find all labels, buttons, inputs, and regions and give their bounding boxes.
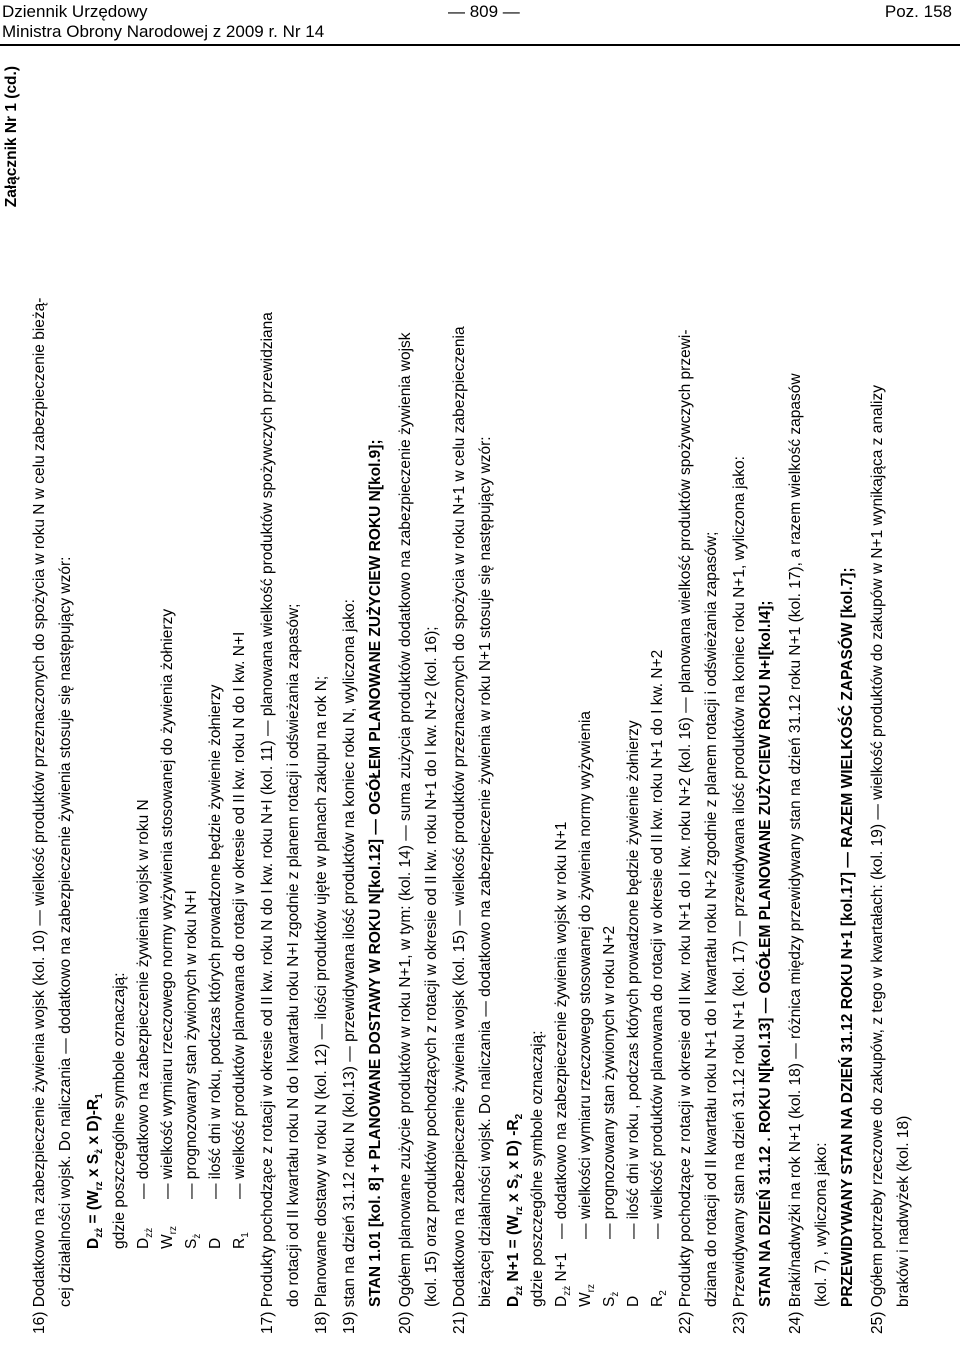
symbol-16-d-zz: $D_{zż}$ xyxy=(135,1227,155,1249)
document-content xyxy=(0,58,960,1334)
symbol-16-r1-desc: — wielkość produktów planowana do rotacji w okresie od II kw. roku N do I kw. N+I xyxy=(231,631,248,1199)
item-25-line-1: 25) Ogółem potrzeby rzeczowe do zakupów, z tego w kwartałach: (kol. 19) — wielkość produktów do zakupów w N+1 wynikająca z analizy xyxy=(869,385,886,1334)
symbol-21-d-zz: $D_{zż}$ N+1 xyxy=(553,1252,573,1307)
symbol-16-w-rz-desc: — wielkość wymiaru rzeczowego normy wyżywienia stosowanej do żywienia żołnierzy xyxy=(159,608,176,1199)
symbol-21-s-z-desc: — prognozowany stan żywionych w roku N+2 xyxy=(601,925,618,1239)
symbol-16-s-z-desc: — prognozowany stan żywionych w roku N+I xyxy=(183,890,200,1199)
symbols-intro-16: gdzie poszczególne symbole oznaczają: xyxy=(111,972,128,1249)
symbol-16-s-z: $S_ż$ xyxy=(183,1233,203,1249)
publication-title: Dziennik Urzędowy xyxy=(2,2,148,21)
symbol-16-d-zz-desc: — dodatkowo na zabezpieczenie żywienia wojsk w roku N xyxy=(135,799,152,1199)
item-23-line-1: 23) Przewidywany stan na dzień 31.12 roku N+1 (kol. 17) — przewidywana ilość produktów na koniec roku N+1, wyliczona jako: xyxy=(731,456,748,1334)
symbol-21-d-zz-desc: — dodatkowo na zabezpieczenie żywienia wojsk w roku N+1 xyxy=(553,821,570,1239)
item-16-line-1: 16) Dodatkowo na zabezpieczenie żywienia wojsk (kol. 10) — wielkość produktów przeznaczonych do spożycia w roku N w celu zabezpieczenie bieżą- xyxy=(31,297,48,1334)
symbol-21-d-desc: — ilość dni w roku , podczas których prowadzone będzie żywienie żołnierzy xyxy=(625,720,642,1239)
item-25-line-2: braków i nadwyżek (kol. 18) xyxy=(895,1115,912,1307)
symbol-16-r1: $R_1$ xyxy=(231,1232,251,1249)
item-18: 18) Planowane dostawy w roku N (kol. 12) — ilości produktów ujęte w planach zakupu na rok N; xyxy=(313,675,330,1334)
formula-16: $D_{zż} = (W_{rz}$ x $S_ż$ x $D)-R_1$ xyxy=(85,1093,105,1249)
symbol-21-w-rz: $W_{rz}$ xyxy=(577,1284,597,1307)
item-16-line-2: cej działalności wojsk. Do naliczania — dodatkowo na zabezpieczenie żywienia stosuje się następujący wzór: xyxy=(57,556,74,1307)
item-23-line-2: STAN NA DZIEŃ 31.12 . ROKU N[kol.13] — OGÓŁEM PLANOWANE ZUŻYCIEW ROKU N+I[kol.I4]; xyxy=(757,600,774,1307)
item-21-line-2: bieżącej działalności wojsk. Do naliczania — dodatkowo na zabezpieczenie żywienia w roku N+1 stosuje się następujący wzór: xyxy=(477,436,494,1307)
page-number: — 809 — xyxy=(448,2,520,21)
item-24-line-2: (kol. 7) , wyliczona jako: xyxy=(813,1142,830,1307)
formula-21: $D_{zż}$ $N+1 = (W_{rz}$ x $S_ż$ x D) $-R_2$ xyxy=(505,1113,525,1307)
symbol-16-w-rz: $W_{rz}$ xyxy=(159,1226,179,1249)
rotated-page-body xyxy=(0,58,960,1348)
item-17-line-1: 17) Produkty pochodzące z rotacji w okresie od II kw. roku N do I kw. roku N+I (kol. 11) — planowana wielkość produktów spożywczych przewidziana xyxy=(259,312,276,1334)
symbol-21-w-rz-desc: — wielkości wymiaru rzeczowego stosowanej do żywienia normy wyżywienia xyxy=(577,710,594,1239)
item-17-line-2: do rotacji od II kwartału roku N do I kwartału roku N+I zgodnie z planem rotacji i odświeżania zapasów; xyxy=(285,603,302,1307)
symbol-21-s-z: $S_ż$ xyxy=(601,1291,621,1307)
attachment-label: Załącznik Nr 1 (cd.) xyxy=(3,66,20,208)
item-21-line-1: 21) Dodatkowo na zabezpieczenie żywienia wojsk (kol. 15) — wielkość produktów przeznaczonych do spożycia w roku N+1 w celu zabezpieczenia xyxy=(451,326,468,1334)
symbol-16-d: D xyxy=(207,1237,224,1249)
symbols-intro-21: gdzie poszczególne symbole oznaczają: xyxy=(529,1030,546,1307)
page-header xyxy=(0,0,960,46)
position-number: Poz. 158 xyxy=(884,2,952,21)
item-20-line-2: (kol. 15) oraz produktów pochodzących z rotacji w okresie od II kw. roku N+1 do I kw. N+2 (kol. 16); xyxy=(423,626,440,1307)
symbol-21-d: D xyxy=(625,1295,642,1307)
item-19-line-2: STAN 1.01 [kol. 8] + PLANOWANE DOSTAWY W ROKU N[kol.12] — OGÓŁEM PLANOWANE ZUŻYCIEW ROKU N[kol.9]; xyxy=(367,439,384,1307)
symbol-21-r2-desc: — wielkość produktów planowana do rotacji w okresie od II kw. roku N+1 do I kw. N+2 xyxy=(649,649,666,1239)
item-22-line-1: 22) Produkty pochodzące z rotacji w okresie od II kw. roku N+1 do I kw. roku N+2 (kol. 16) — planowana wielkość produktów spożywczych przewi- xyxy=(677,329,694,1334)
symbol-16-d-desc: — ilość dni w roku, podczas których prowadzone będzie żywienie żołnierzy xyxy=(207,684,224,1199)
item-19-line-1: 19) stan na dzień 31.12 roku N (kol.13) — przewidywana ilość produktów na koniec roku N, wyliczona jako: xyxy=(341,599,358,1334)
symbol-21-r2: $R_2$ xyxy=(649,1290,669,1307)
item-24-line-1: 24) Braki/nadwyżki na rok N+1 (kol. 18) — różnica między przewidywany stan na dzień 31.12 roku N+1 (kol. 17), a razem wielkość zapasów xyxy=(787,373,804,1334)
publication-authority: Ministra Obrony Narodowej z 2009 r. Nr 14 xyxy=(2,22,325,41)
item-20-line-1: 20) Ogółem planowane zużycie produktów w roku N+1, w tym: (kol. 14) — suma zużycia produktów dodatkowo na zabezpieczenie żywienia wojsk xyxy=(397,332,414,1334)
item-24-line-3: PRZEWIDYWANY STAN NA DZIEŃ 31.12 ROKU N+1 [kol.17] — RAZEM WIELKOŚĆ ZAPASÓW [kol.7]; xyxy=(839,567,856,1307)
item-22-line-2: dziana do rotacji od II kwartału roku N+1 do I kwartału roku N+2 zgodnie z planem rotacji i odświeżania zapasów; xyxy=(703,531,720,1307)
